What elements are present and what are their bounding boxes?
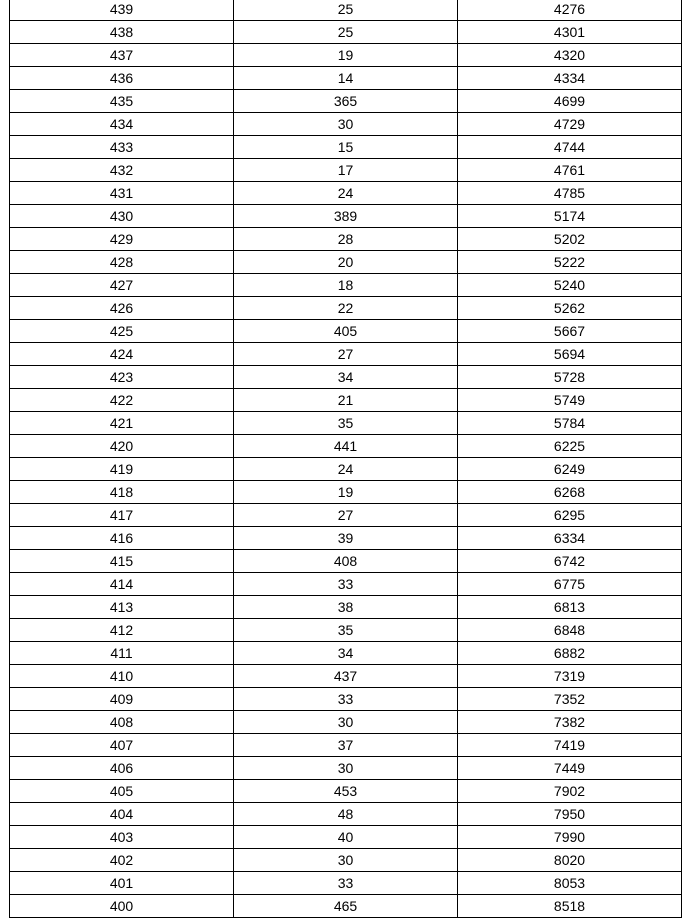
- table-row: [10, 320, 682, 343]
- count-cell: 39: [234, 527, 458, 550]
- cumulative-cell: 6249: [458, 458, 682, 481]
- score-cell: 436: [10, 67, 234, 90]
- table-row: [10, 458, 682, 481]
- cumulative-cell: 8053: [458, 872, 682, 895]
- score-cell: 409: [10, 688, 234, 711]
- count-cell: 33: [234, 872, 458, 895]
- score-cell: 402: [10, 849, 234, 872]
- count-cell: 21: [234, 389, 458, 412]
- count-cell: 437: [234, 665, 458, 688]
- cumulative-cell: 4744: [458, 136, 682, 159]
- cumulative-cell: 7950: [458, 803, 682, 826]
- score-cell: 423: [10, 366, 234, 389]
- count-cell: 28: [234, 228, 458, 251]
- cumulative-cell: 7319: [458, 665, 682, 688]
- table-row: [10, 67, 682, 90]
- count-cell: 34: [234, 366, 458, 389]
- table-row: [10, 527, 682, 550]
- table-row: [10, 642, 682, 665]
- score-cell: 416: [10, 527, 234, 550]
- cumulative-cell: 5222: [458, 251, 682, 274]
- cumulative-cell: 5240: [458, 274, 682, 297]
- cumulative-cell: 8020: [458, 849, 682, 872]
- table-row: [10, 113, 682, 136]
- count-cell: 35: [234, 412, 458, 435]
- cumulative-cell: 7419: [458, 734, 682, 757]
- cumulative-cell: 4301: [458, 21, 682, 44]
- cumulative-cell: 6775: [458, 573, 682, 596]
- score-cell: 405: [10, 780, 234, 803]
- table-row: [10, 711, 682, 734]
- count-cell: 441: [234, 435, 458, 458]
- table-row: [10, 389, 682, 412]
- cumulative-cell: 4729: [458, 113, 682, 136]
- table-row: [10, 412, 682, 435]
- count-cell: 405: [234, 320, 458, 343]
- score-cell: 400: [10, 895, 234, 918]
- count-cell: 34: [234, 642, 458, 665]
- table-row: [10, 343, 682, 366]
- table-row: [10, 366, 682, 389]
- table-row: [10, 550, 682, 573]
- count-cell: 30: [234, 757, 458, 780]
- table-row: [10, 182, 682, 205]
- score-cell: 428: [10, 251, 234, 274]
- count-cell: 22: [234, 297, 458, 320]
- table-row: [10, 481, 682, 504]
- table-row: [10, 44, 682, 67]
- table-row: [10, 872, 682, 895]
- cumulative-cell: 4699: [458, 90, 682, 113]
- count-cell: 40: [234, 826, 458, 849]
- cumulative-cell: 5728: [458, 366, 682, 389]
- cumulative-cell: 5694: [458, 343, 682, 366]
- table-row: [10, 0, 682, 21]
- score-cell: 432: [10, 159, 234, 182]
- count-cell: 389: [234, 205, 458, 228]
- score-cell: 413: [10, 596, 234, 619]
- table-row: [10, 297, 682, 320]
- score-cell: 422: [10, 389, 234, 412]
- score-cell: 437: [10, 44, 234, 67]
- score-cell: 404: [10, 803, 234, 826]
- cumulative-cell: 6268: [458, 481, 682, 504]
- cumulative-cell: 6225: [458, 435, 682, 458]
- count-cell: 30: [234, 711, 458, 734]
- table-row: [10, 159, 682, 182]
- table-body: [10, 0, 682, 918]
- table-row: [10, 228, 682, 251]
- count-cell: 18: [234, 274, 458, 297]
- count-cell: 408: [234, 550, 458, 573]
- score-cell: 417: [10, 504, 234, 527]
- count-cell: 35: [234, 619, 458, 642]
- count-cell: 33: [234, 688, 458, 711]
- table-row: [10, 734, 682, 757]
- score-cell: 427: [10, 274, 234, 297]
- count-cell: 24: [234, 182, 458, 205]
- cumulative-cell: 4334: [458, 67, 682, 90]
- score-cell: 408: [10, 711, 234, 734]
- count-cell: 19: [234, 481, 458, 504]
- count-cell: 365: [234, 90, 458, 113]
- cumulative-cell: 5262: [458, 297, 682, 320]
- score-cell: 407: [10, 734, 234, 757]
- score-cell: 418: [10, 481, 234, 504]
- table-row: [10, 665, 682, 688]
- score-cell: 426: [10, 297, 234, 320]
- table-row: [10, 573, 682, 596]
- score-cell: 414: [10, 573, 234, 596]
- count-cell: 48: [234, 803, 458, 826]
- table-row: [10, 849, 682, 872]
- score-cell: 403: [10, 826, 234, 849]
- table-row: [10, 895, 682, 918]
- score-cell: 410: [10, 665, 234, 688]
- score-cell: 429: [10, 228, 234, 251]
- cumulative-cell: 5202: [458, 228, 682, 251]
- cumulative-cell: 4785: [458, 182, 682, 205]
- cumulative-cell: 7449: [458, 757, 682, 780]
- table-row: [10, 619, 682, 642]
- table-row: [10, 274, 682, 297]
- score-cell: 411: [10, 642, 234, 665]
- count-cell: 14: [234, 67, 458, 90]
- score-cell: 421: [10, 412, 234, 435]
- table-row: [10, 688, 682, 711]
- cumulative-cell: 7382: [458, 711, 682, 734]
- cumulative-cell: 7990: [458, 826, 682, 849]
- cumulative-cell: 5749: [458, 389, 682, 412]
- cumulative-cell: 4320: [458, 44, 682, 67]
- score-cell: 438: [10, 21, 234, 44]
- cumulative-cell: 8518: [458, 895, 682, 918]
- cumulative-cell: 6334: [458, 527, 682, 550]
- count-cell: 453: [234, 780, 458, 803]
- cumulative-cell: 4761: [458, 159, 682, 182]
- score-cell: 439: [10, 0, 234, 21]
- score-cell: 435: [10, 90, 234, 113]
- count-cell: 19: [234, 44, 458, 67]
- score-cell: 431: [10, 182, 234, 205]
- cumulative-cell: 7352: [458, 688, 682, 711]
- table-row: [10, 435, 682, 458]
- table-row: [10, 21, 682, 44]
- count-cell: 33: [234, 573, 458, 596]
- score-cell: 415: [10, 550, 234, 573]
- table-row: [10, 136, 682, 159]
- count-cell: 25: [234, 21, 458, 44]
- score-cell: 419: [10, 458, 234, 481]
- score-cell: 433: [10, 136, 234, 159]
- count-cell: 27: [234, 504, 458, 527]
- table-row: [10, 780, 682, 803]
- count-cell: 17: [234, 159, 458, 182]
- count-cell: 30: [234, 113, 458, 136]
- table-row: [10, 826, 682, 849]
- cumulative-cell: 6848: [458, 619, 682, 642]
- table-row: [10, 803, 682, 826]
- score-distribution-table: [9, 0, 682, 918]
- table-row: [10, 757, 682, 780]
- cumulative-cell: 7902: [458, 780, 682, 803]
- cumulative-cell: 5667: [458, 320, 682, 343]
- cumulative-cell: 6813: [458, 596, 682, 619]
- score-cell: 420: [10, 435, 234, 458]
- count-cell: 465: [234, 895, 458, 918]
- score-cell: 406: [10, 757, 234, 780]
- score-cell: 430: [10, 205, 234, 228]
- count-cell: 24: [234, 458, 458, 481]
- table-row: [10, 251, 682, 274]
- score-cell: 412: [10, 619, 234, 642]
- table-row: [10, 504, 682, 527]
- count-cell: 38: [234, 596, 458, 619]
- cumulative-cell: 6882: [458, 642, 682, 665]
- count-cell: 25: [234, 0, 458, 21]
- score-cell: 425: [10, 320, 234, 343]
- score-cell: 434: [10, 113, 234, 136]
- table-row: [10, 596, 682, 619]
- cumulative-cell: 5784: [458, 412, 682, 435]
- score-cell: 424: [10, 343, 234, 366]
- cumulative-cell: 6295: [458, 504, 682, 527]
- count-cell: 30: [234, 849, 458, 872]
- cumulative-cell: 5174: [458, 205, 682, 228]
- count-cell: 15: [234, 136, 458, 159]
- score-cell: 401: [10, 872, 234, 895]
- count-cell: 37: [234, 734, 458, 757]
- count-cell: 27: [234, 343, 458, 366]
- table-row: [10, 90, 682, 113]
- cumulative-cell: 4276: [458, 0, 682, 21]
- cumulative-cell: 6742: [458, 550, 682, 573]
- count-cell: 20: [234, 251, 458, 274]
- table-row: [10, 205, 682, 228]
